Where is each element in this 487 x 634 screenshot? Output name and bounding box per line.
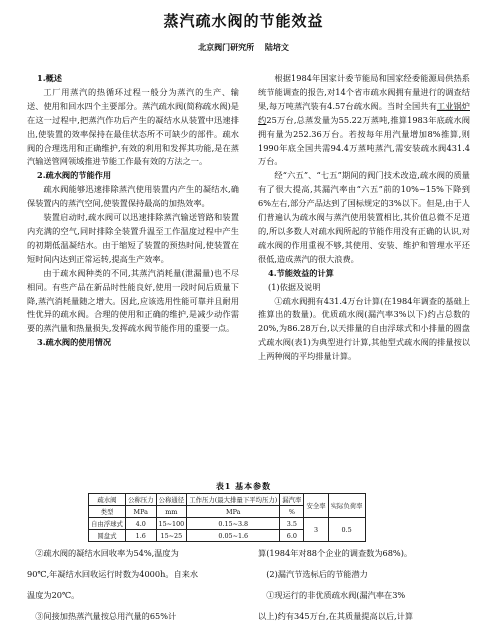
paragraph: 由于疏水阀种类的不同,其蒸汽消耗量(泄漏量)也不尽相同。有些产品在新品时性能良好,使用一段时间后质量下降,蒸汽消耗量随之增大。因此,应该选用性能可靠并且耐用性优异的疏水阀。合理的使用和正确的维护,是减少动作需要的蒸汽量和热量损失,发挥疏水阀节能作用的重要一点。 — [27, 267, 239, 334]
text-line: ①现运行的非优质疏水阀(漏汽率在3% — [266, 590, 406, 600]
unit-leak-rate: % — [280, 506, 304, 518]
header-safety-factor: 安全率 — [304, 494, 328, 518]
paragraph: 经“六五”、“七五”期间的阀门技术改造,疏水阀的质量有了很大提高,其漏汽率由“六五”前的10%~15%下降到6%左右,部分产品达到了国标规定的3%以下。但是,由于人们普遍认为疏水阀与蒸汽使用装置相比,其价值总微不足道的,所以多数人对疏水阀所起的节能作用没有正确的认识,对疏水阀的作用重视不够,其使用、安装、维护和管理水平还很低,造成蒸汽的很大浪费。 — [258, 170, 470, 264]
paragraph: 疏水阀能够迅速排除蒸汽使用装置内产生的凝结水,确保装置内的蒸汽空间,使装置保持最高的加热效率。 — [27, 184, 239, 209]
table-caption: 表1 基本参数 — [215, 481, 272, 491]
paragraph — [258, 72, 470, 169]
cell-diameter: 15~100 — [156, 518, 187, 530]
paper-title: 蒸汽疏水阀的节能效益 — [163, 12, 324, 30]
paragraph: 工厂用蒸汽的热循环过程一般分为蒸汽的生产、输送、使用和回水四个主要部分。蒸汽疏水阀(简称疏水阀)是在这一过程中,把蒸汽作功后产生的凝结水从装置中迅速排出,使装置的效率保持在最佳状态所不可缺少的部件。疏水阀的合理选用和正确维护,有效的利用和发挥其功能,是在蒸汽输送管网领域推进节能工作最有效的方法之一。 — [27, 86, 239, 167]
section-heading-usage: 3.疏水阀的使用情况 — [37, 337, 112, 348]
paragraph: ①疏水阀拥有431.4万台计算(在1984年调查的基础上推算出的数量)。优质疏水阀(漏汽率3%以下)约占总数的20%,为86.28万台,以天排量的自由浮球式和小排量的圆盘式疏水阀(表1)为典型进行计算,其他型式疏水阀的排量按以上两种阀的平均排量计算。 — [258, 295, 470, 362]
header-working-pressure: 工作压力(最大排量下平均压力) — [187, 494, 280, 506]
author-organization: 北京阀门研究所 — [198, 42, 255, 52]
subsection-heading: (1)依据及说明 — [268, 281, 321, 292]
cell-safety-factor: 3 — [304, 518, 328, 542]
header-actual-load-rate: 实际负荷率 — [328, 494, 365, 518]
right-column — [258, 72, 470, 364]
header-pressure: 公称压力 — [125, 494, 156, 506]
text-line: 90℃,年凝结水回收运行时数为4000h。自来水 — [27, 569, 199, 579]
header-leak-rate: 漏汽率 — [280, 494, 304, 506]
unit-pressure: MPa — [125, 506, 156, 518]
subsection-heading: (2)漏汽节选标后的节能潜力 — [266, 569, 368, 579]
cell-type: 自由浮球式 — [89, 518, 126, 530]
paragraph: 装置启动时,疏水阀可以迅速排除蒸汽输送管路和装置内充满的空气,同时排除全装置升温至工作温度过程中产生的初期低温凝结水。由于缩短了装置的预热时间,使装置在短时间内达到正常运转,提高生产效率。 — [27, 212, 239, 264]
text-line: 温度为20℃。 — [27, 590, 80, 600]
header-type: 疏水阀 — [89, 494, 126, 506]
cell-working-pressure: 0.15~3.8 — [187, 518, 280, 530]
cell-actual-load-rate: 0.5 — [328, 518, 365, 542]
cell-diameter: 15~25 — [156, 530, 187, 542]
cell-type: 圆盘式 — [89, 530, 126, 542]
text-line: ③间接加热蒸汽量按总用汽量的65%计 — [35, 611, 177, 621]
header-diameter: 公称通径 — [156, 494, 187, 506]
left-column — [27, 72, 239, 350]
text-span: 根据1984年国家计委节能局和国家经委能源局供热系统节能调查的报告,对14个省市疏水阀拥有量进行的调查结果,每万吨蒸汽装有4.57台疏水阀。当时全国共有 — [258, 73, 470, 111]
text-line: 以上)约有345万台,在其质量提高以后,计算 — [258, 611, 414, 621]
cell-pressure: 1.6 — [125, 530, 156, 542]
unit-working-pressure: MPa — [187, 506, 280, 518]
section-heading-calculation: 4.节能效益的计算 — [268, 267, 334, 278]
author-name: 陆培文 — [264, 42, 289, 52]
section-heading-overview: 1.概述 — [37, 73, 62, 83]
bottom-right-text — [258, 543, 470, 627]
cell-working-pressure: 0.05~1.6 — [187, 530, 280, 542]
cell-leak-rate: 3.5 — [280, 518, 304, 530]
text-line: ②疏水阀的凝结水回收率为54%,温度为 — [35, 548, 179, 558]
table-row — [89, 518, 366, 530]
basic-parameters-table — [88, 493, 366, 542]
underlined-text: 工业锅炉约 — [258, 100, 470, 125]
section-heading-energy-saving-role: 2.疏水阀的节能作用 — [37, 170, 112, 181]
cell-pressure: 4.0 — [125, 518, 156, 530]
author-line — [0, 42, 487, 53]
text-line: 算(1984年对88个企业的调查数为68%)。 — [258, 548, 413, 558]
bottom-left-text — [27, 543, 239, 627]
unit-type: 类型 — [89, 506, 126, 518]
text-span: 25万台,总蒸发量为55.22万蒸吨,推算1983年底疏水阀拥有量为252.36万台。若按每年用汽量增加8%推算,则1990年底全国共需94.4万蒸吨蒸汽,需安装疏水阀431.4万台。 — [258, 114, 470, 167]
table-header-row — [89, 494, 366, 506]
unit-diameter: mm — [156, 506, 187, 518]
cell-leak-rate: 6.0 — [280, 530, 304, 542]
